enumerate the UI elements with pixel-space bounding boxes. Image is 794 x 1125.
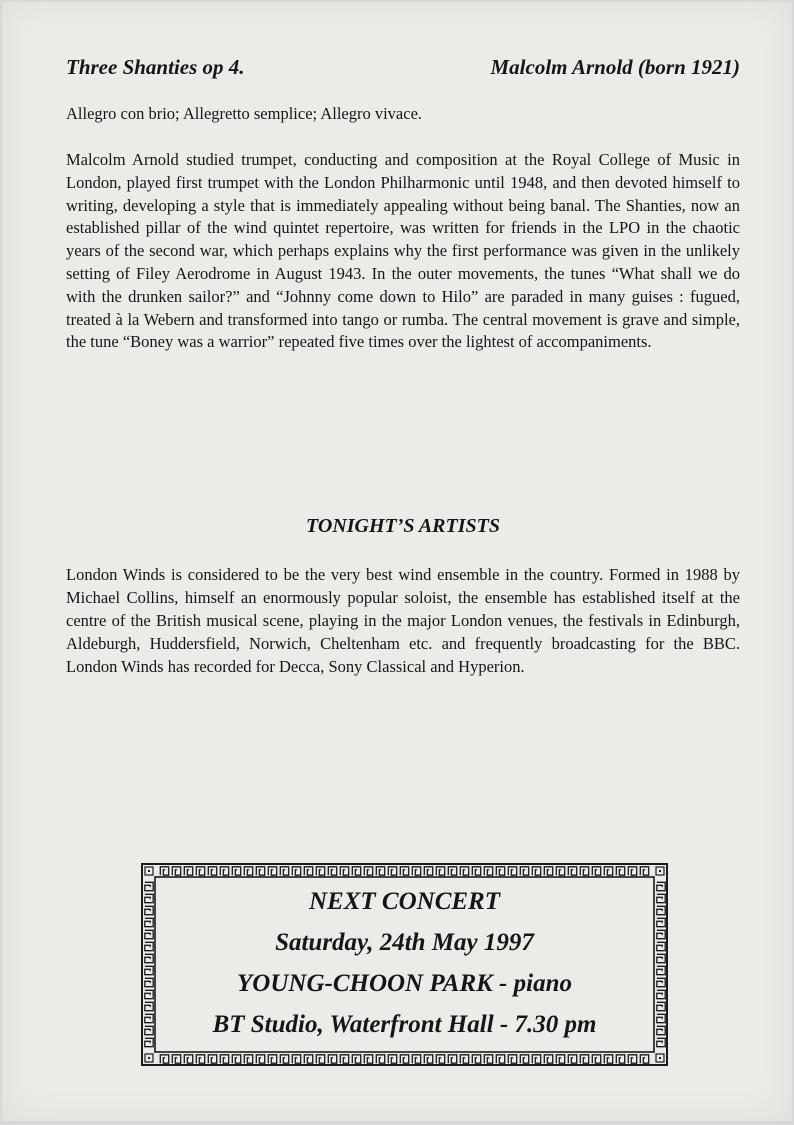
- piece-movements: Allegro con brio; Allegretto semplice; Allegro vivace.: [66, 104, 423, 123]
- piece-composer: Malcolm Arnold (born 1921): [490, 55, 740, 79]
- next-concert-performer: YOUNG-CHOON PARK - piano: [237, 970, 572, 997]
- next-concert-venue: BT Studio, Waterfront Hall - 7.30 pm: [212, 1011, 597, 1038]
- next-concert-date: Saturday, 24th May 1997: [275, 929, 534, 956]
- piece-title: Three Shanties op 4.: [66, 55, 245, 79]
- programme-notes: Malcolm Arnold studied trumpet, conducting and composition at the Royal College of Music in London, played first trumpet with the London Philharmonic until 1948, and then devoted himself to writing, developing a style that is immediately appealing without being banal. The Shanties, now an established pillar of the wind quintet repertoire, was written for friends in the LPO in the chaotic years of the second war, which perhaps explains why the first performance was given in the unlikely setting of Filey Aerodrome in August 1943. In the outer movements, the tunes “What shall we do with the drunken sailor?” and “Johnny come down to Hilo” are paraded in many guises : fugued, treated à la Webern and transformed into tango or rumba. The central movement is grave and simple, the tune “Boney was a warrior” repeated five times over the lightest of accompaniments.: [66, 150, 740, 352]
- artists-heading: TONIGHT’S ARTISTS: [306, 515, 500, 537]
- next-concert-box: [141, 863, 668, 1066]
- next-concert-heading: NEXT CONCERT: [308, 888, 500, 915]
- artists-biography: London Winds is considered to be the very best wind ensemble in the country. Formed in 1988 by Michael Collins, himself an enormously popular soloist, the ensemble has established itself at the centre of the British musical scene, playing in the major London venues, the festivals in Edinburgh, Aldeburgh, Huddersfield, Norwich, Cheltenham etc. and frequently broadcasting for the BBC. London Winds has recorded for Decca, Sony Classical and Hyperion.: [66, 565, 740, 676]
- next-concert-details: [165, 881, 644, 1045]
- programme-page: [2, 2, 792, 1121]
- piece-header: [66, 54, 740, 80]
